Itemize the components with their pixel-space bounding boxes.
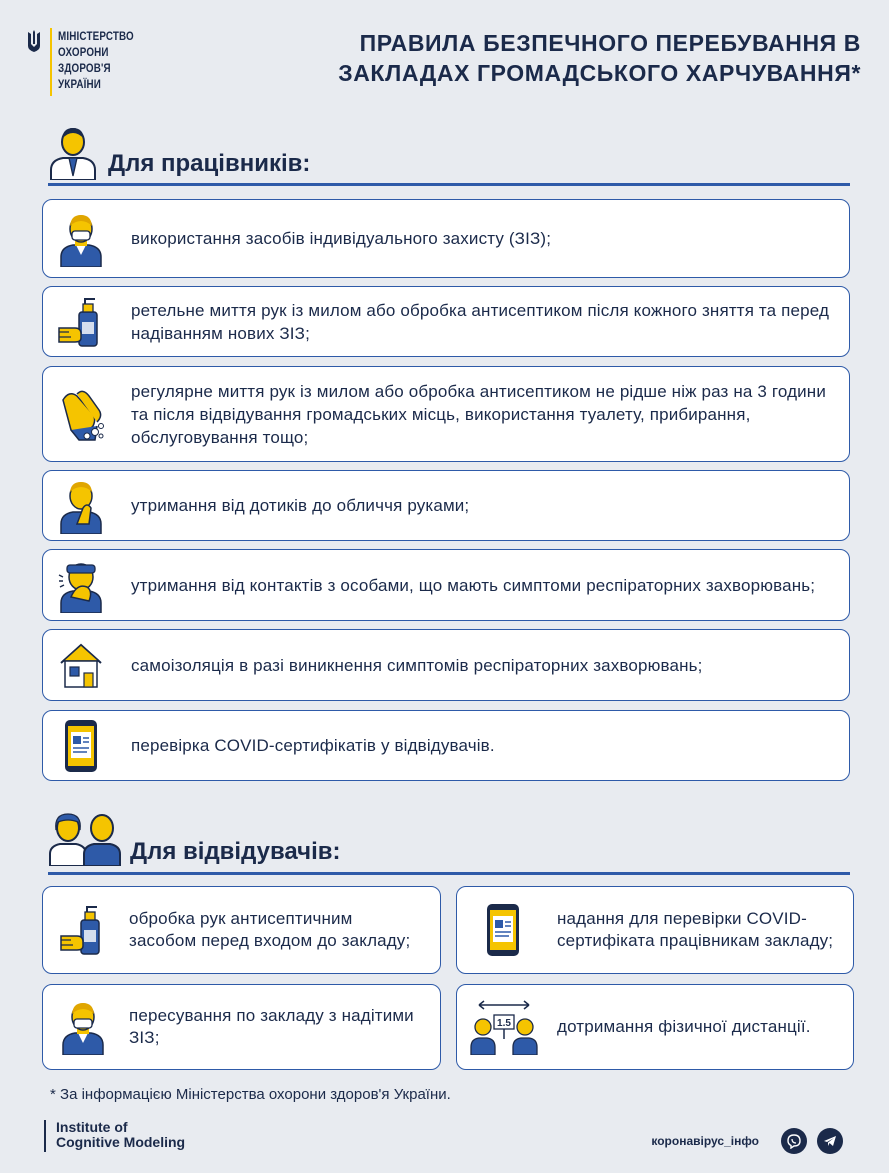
worker-rule-text: перевірка COVID-сертифікатів у відвідувачів.: [131, 736, 495, 755]
visitor-rule-text: дотримання фізичної дистанції.: [557, 1017, 811, 1036]
ministry-divider: [50, 28, 52, 96]
worker-rule-card: [42, 470, 850, 541]
visitor-rule-card: [42, 886, 441, 974]
visitor-rule-card: [42, 984, 441, 1070]
telegram-icon[interactable]: [817, 1128, 843, 1154]
header: [0, 0, 889, 110]
distance-icon: [469, 999, 539, 1055]
visitor-rule-text: пересування по закладу з надітими ЗІЗ;: [129, 1006, 414, 1047]
worker-rule-card: [42, 286, 850, 357]
worker-rule-card: [42, 366, 850, 462]
institute-logo: [44, 1120, 185, 1152]
worker-rule-text: ретельне миття рук із милом або обробка антисептиком після кожного зняття та перед надіванням нових ЗІЗ;: [131, 300, 830, 343]
distance-label: 1.5: [497, 1018, 511, 1029]
worker-rule-text: використання засобів індивідуального захисту (ЗІЗ);: [131, 229, 552, 248]
masked-person-icon: [59, 999, 107, 1055]
page-title: ПРАВИЛА БЕЗПЕЧНОГО ПЕРЕБУВАННЯ В ЗАКЛАДАХ ГРОМАДСЬКОГО ХАРЧУВАННЯ*: [338, 30, 861, 86]
worker-rule-text: самоізоляція в разі виникнення симптомів респіраторних захворювань;: [131, 655, 703, 675]
hand-washing-icon: [57, 386, 105, 442]
visitors-divider: [48, 872, 850, 875]
hand-sanitizer-icon: [59, 902, 107, 958]
institute-line1: Institute of: [56, 1119, 128, 1135]
visitor-rule-card: [456, 886, 854, 974]
ministry-logo: [26, 28, 151, 96]
worker-rule-card: [42, 710, 850, 781]
phone-certificate-icon: [479, 902, 527, 958]
masked-person-icon: [57, 211, 105, 267]
social-links: [651, 1128, 843, 1154]
ministry-name: МІНІСТЕРСТВО ОХОРОНИ ЗДОРОВ'Я УКРАЇНИ: [58, 29, 134, 91]
visitors-title: Для відвідувачів:: [130, 838, 341, 865]
worker-rule-text: утримання від контактів з особами, що мають симптоми респіраторних захворювань;: [131, 575, 816, 595]
worker-rule-card: [42, 629, 850, 701]
house-icon: [57, 637, 105, 693]
institute-line2: Cognitive Modeling: [56, 1134, 186, 1150]
visitors-section-header: [48, 810, 341, 866]
visitor-rule-card: [456, 984, 854, 1070]
institute-divider: [44, 1120, 46, 1152]
visitors-icon: [48, 810, 124, 866]
workers-section-header: [48, 124, 310, 180]
visitor-rule-text: надання для перевірки COVID-сертифіката працівникам закладу;: [557, 909, 834, 950]
worker-icon: [48, 124, 98, 180]
workers-title: Для працівників:: [108, 150, 311, 177]
hand-sanitizer-icon: [57, 294, 105, 350]
worker-rule-text: утримання від дотиків до обличчя руками;: [131, 496, 470, 515]
face-touch-icon: [57, 478, 105, 534]
footnote: * За інформацією Міністерства охорони здоров'я України.: [50, 1086, 451, 1103]
sneezing-person-icon: [57, 557, 105, 613]
workers-divider: [48, 183, 850, 186]
visitor-rule-text: обробка рук антисептичним засобом перед входом до закладу;: [129, 909, 411, 950]
worker-rule-text: регулярне миття рук із милом або обробка антисептиком не рідше ніж раз на 3 години та після відвідування громадських місць, використання туалету, прибирання, обслуговування тощо;: [131, 381, 826, 447]
social-handle: коронавірус_інфо: [651, 1134, 759, 1148]
worker-rule-card: [42, 549, 850, 621]
worker-rule-card: [42, 199, 850, 278]
viber-icon[interactable]: [781, 1128, 807, 1154]
phone-certificate-icon: [57, 718, 105, 774]
trident-icon: [26, 30, 42, 54]
